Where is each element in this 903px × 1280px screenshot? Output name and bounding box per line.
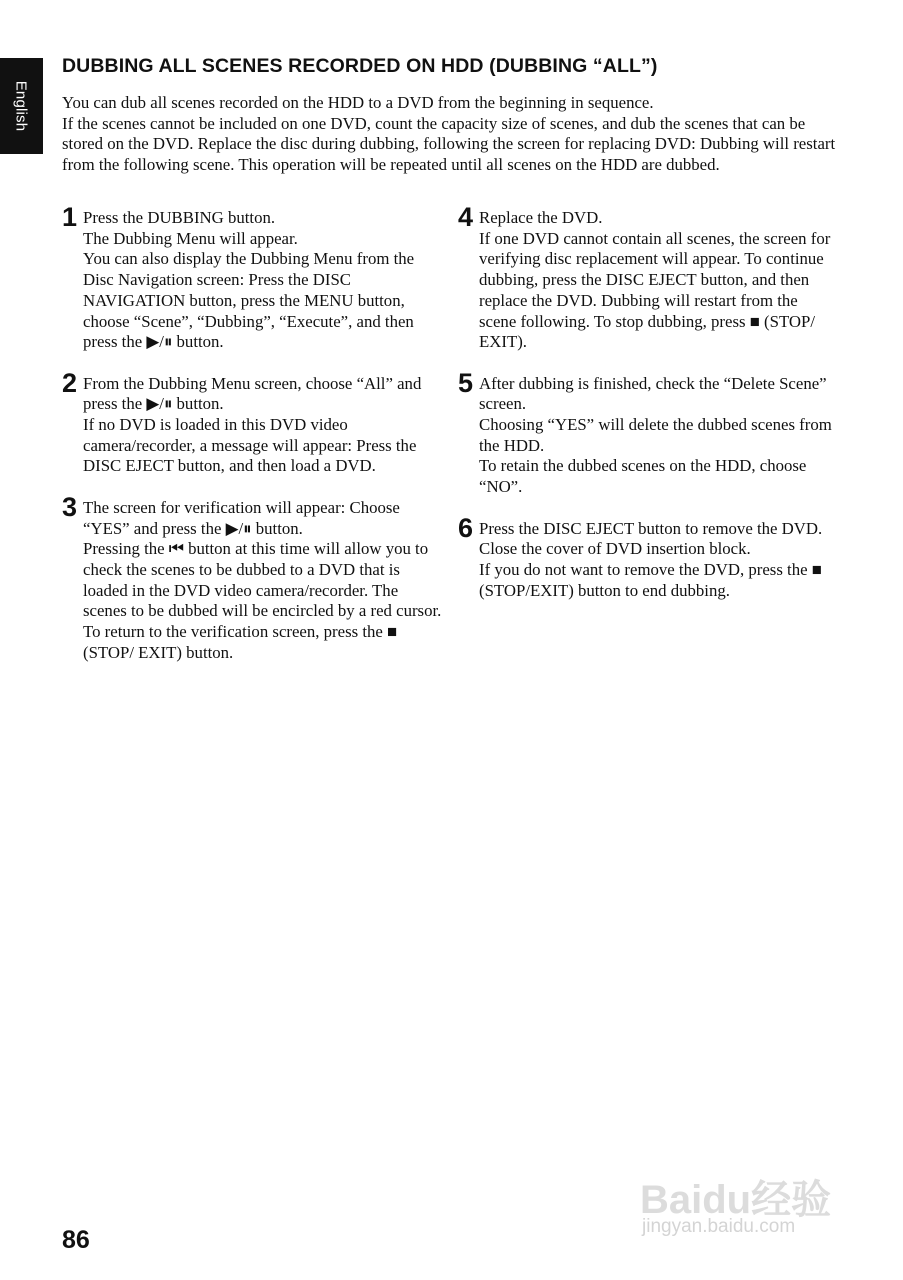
step-number: 1 [62,202,78,232]
step-number: 3 [62,491,78,522]
step-text: Pressing the ⏮ button at this time will allow you to check the scenes to be dubbed to a DVD that is loaded in the DVD video camera/recorder. The scenes to be dubbed will be encircled by a red cursor. To return to the verification screen, press the ■ (STOP/ EXIT) button. [83,539,442,662]
step-text: Choosing “YES” will delete the dubbed scenes from the HDD. [479,415,832,455]
step-number: 5 [458,367,474,398]
step-text: Close the cover of DVD insertion block. [479,539,751,559]
step-text: If no DVD is loaded in this DVD video camera/recorder, a message will appear: Press the DISC EJECT button, and then load a DVD. [83,415,417,476]
step-5 [458,367,838,498]
step-text: The screen for verification will appear: Choose “YES” and press the ▶/⏸ button. [83,497,400,538]
step-text: You can also display the Dubbing Menu from the Disc Navigation screen: Press the DISC NAVIGATION button, press the MENU button, choose “Scene”, “Dubbing”, “Execute”, and then press the ▶/⏸ button. [83,249,415,352]
steps-right-column [458,202,838,622]
step-text: Replace the DVD. [479,208,603,227]
step-4 [458,202,838,353]
intro-section [62,93,837,176]
step-text: After dubbing is finished, check the “Delete Scene” screen. [479,373,827,414]
steps-left-column [62,202,442,684]
step-text: If one DVD cannot contain all scenes, the screen for verifying disc replacement will appear. To continue dubbing, press the DISC EJECT button, and then replace the DVD. Dubbing will restart from the scene following. To stop dubbing, press ■ (STOP/ EXIT). [479,228,831,352]
step-text: To retain the dubbed scenes on the HDD, choose “NO”. [479,456,807,497]
step-text: From the Dubbing Menu screen, choose “All” and press the ▶/⏸ button. [83,373,422,414]
language-tab [0,58,43,154]
page-number: 86 [62,1226,90,1254]
step-text: The Dubbing Menu will appear. [83,228,298,248]
step-text: Press the DUBBING button. [83,208,276,227]
intro-paragraph: If the scenes cannot be included on one DVD, count the capacity size of scenes, and dub the scenes that can be stored on the DVD. Replace the disc during dubbing, following the screen for replacing DVD: Dubbing will restart from the following scene. This operation will be repeated until all scenes on the HDD are dubbed. [62,113,836,175]
page-title: DUBBING ALL SCENES RECORDED ON HDD (DUBBING “ALL”) [62,55,658,77]
language-label: English [12,80,30,132]
step-3 [62,491,442,664]
step-2 [62,367,442,478]
step-number: 2 [62,367,78,398]
step-number: 4 [458,202,474,232]
intro-paragraph: You can dub all scenes recorded on the HDD to a DVD from the beginning in sequence. [62,93,654,112]
step-text: Press the DISC EJECT button to remove the DVD. [479,518,823,538]
step-1 [62,202,442,353]
watermark-url: jingyan.baidu.com [642,1216,796,1237]
watermark-logo: Baidu经验 [640,1178,832,1222]
baidu-watermark [640,1150,855,1245]
step-6 [458,512,838,602]
step-number: 6 [458,512,474,543]
step-text: If you do not want to remove the DVD, press the ■ (STOP/EXIT) button to end dubbing. [479,559,822,600]
